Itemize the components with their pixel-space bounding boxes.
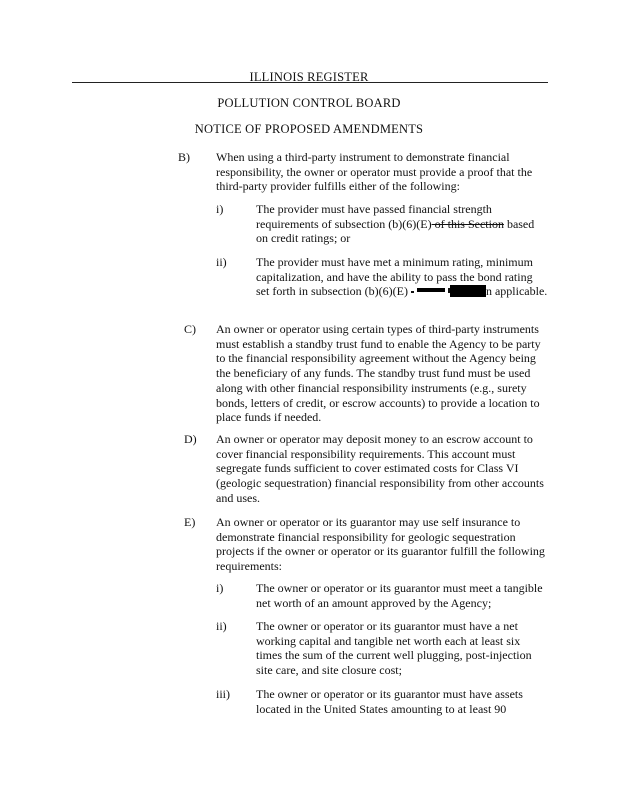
section-e-label: E): [184, 515, 196, 529]
deleted-text: of this Section: [431, 216, 504, 231]
section-e-item-2-label: ii): [216, 619, 227, 633]
section-e-item-2-text: The owner or operator or its guarantor must have a net working capital and tangible net worth each at least six times the sum of the current well plugging, post-injection site care, and site closure cost;: [256, 619, 532, 678]
redaction-mark: [417, 288, 445, 292]
notice-title: NOTICE OF PROPOSED AMENDMENTS: [194, 122, 424, 136]
item-text-part: The provider must have met a minimum rating, minimum capitalization, and have the ability to pass the bond rating set forth in subsection (b)(6)(E): [256, 255, 533, 299]
section-b-item-2-text: [256, 255, 548, 299]
section-b-item-2-label: ii): [216, 255, 227, 269]
header-divider: [72, 82, 548, 83]
section-e-item-1-text: The owner or operator or its guarantor must meet a tangible net worth of an amount approved by the Agency;: [256, 581, 543, 610]
scan-artifact: [411, 291, 414, 293]
section-b-text: When using a third-party instrument to demonstrate financial responsibility, the owner or operator must provide a proof that the third-party provider fulfills either of the following:: [216, 150, 533, 194]
item-text-part: The provider must have passed financial strength requirements of subsection (b)(6)(E): [256, 202, 492, 231]
section-d-text: An owner or operator may deposit money to an escrow account to cover financial responsibility requirements. This account must segregate funds sufficient to cover estimated costs for Class VI (geologic sequestration) financial responsibility from other accounts and uses.: [216, 432, 544, 505]
section-d-label: D): [184, 432, 197, 446]
section-b-label: B): [178, 150, 190, 164]
item-text-part: n applicable.: [485, 284, 548, 299]
section-e-text: An owner or operator or its guarantor may use self insurance to demonstrate financial responsibility for geologic sequestration projects if the owner or operator or its guarantor fulfill the following requirements:: [216, 515, 545, 574]
section-e-item-3-label: iii): [216, 687, 230, 701]
section-c-text: An owner or operator using certain types of third-party instruments must establish a standby trust fund to enable the Agency to be party to the financial responsibility agreement without the Agency being the beneficiary of any funds. The standby trust fund must be used along with other financial responsibility instruments (e.g., surety bonds, letters of credit, or escrow accounts) to provide a location to place funds if needed.: [216, 322, 541, 425]
section-e-item-3-text: The owner or operator or its guarantor must have assets located in the United States amounting to at least 90: [256, 687, 523, 716]
section-b-item-1-label: i): [216, 202, 224, 216]
section-b-item-1-text: [256, 202, 548, 246]
redaction-block: [450, 285, 486, 297]
item-text-part: based on credit ratings; or: [256, 216, 535, 246]
agency-name: POLLUTION CONTROL BOARD: [217, 96, 401, 110]
register-title: ILLINOIS REGISTER: [249, 70, 369, 84]
section-c-label: C): [184, 322, 196, 336]
section-e-item-1-label: i): [216, 581, 224, 595]
